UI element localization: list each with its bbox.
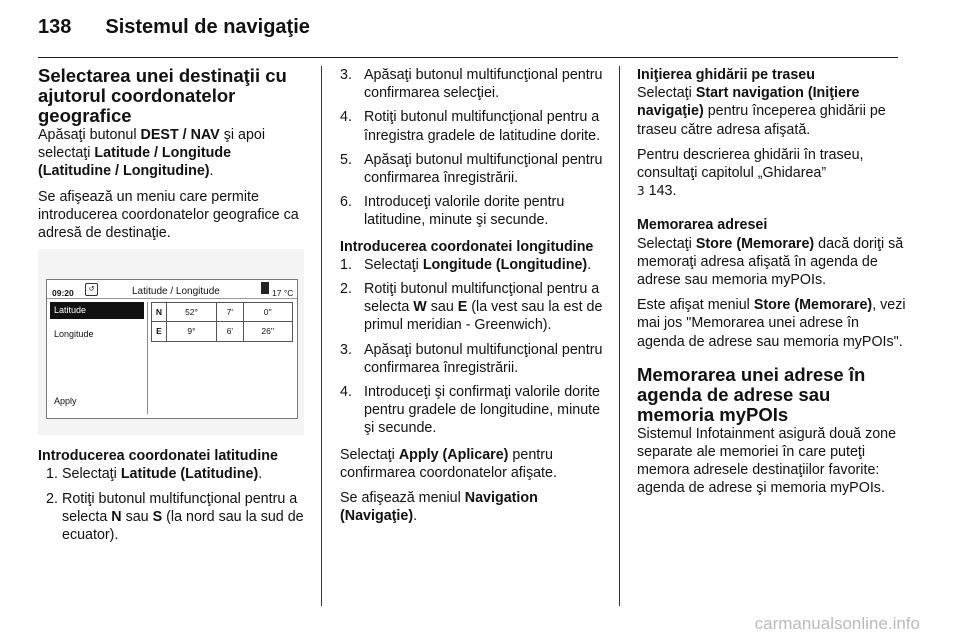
text: Rotiţi butonul multifuncţional pentru a selecta — [364, 281, 600, 316]
paragraph: Sistemul Infotainment asigură două zone separate ale memoriei în care puteţi memora adresele destinaţiilor favorite: agenda de adrese şi memoria myPOIs. — [637, 425, 897, 497]
text: pentru confirmarea coordonatelor afişate. — [340, 446, 557, 481]
subheading: Introducerea coordonatei longitudine — [340, 238, 594, 255]
text: Selectaţi — [340, 446, 399, 463]
thermometer-icon — [261, 282, 269, 294]
column-1 — [38, 66, 304, 552]
coord-min[interactable]: 6' — [217, 322, 244, 341]
page-number: 138 — [38, 16, 72, 38]
bold-text: W — [413, 299, 427, 316]
menu-item-apply[interactable]: Apply — [54, 396, 77, 407]
text: Selectaţi — [637, 85, 696, 102]
text: Rotiţi butonul multifuncţional pentru a selecta — [62, 490, 298, 525]
step-number: 5. — [340, 151, 352, 168]
text: (la vest sau la est de primul meridian - Greenwich). — [364, 299, 603, 334]
column-divider — [321, 66, 322, 606]
subheading: Iniţierea ghidării pe traseu — [637, 67, 815, 83]
step-number: 1. — [340, 256, 352, 273]
step-number: 3. — [340, 67, 352, 83]
bold-text: Apply (Aplicare) — [398, 446, 509, 463]
back-icon: ↺ — [85, 283, 98, 296]
coord-min[interactable]: 7' — [217, 303, 244, 322]
paragraph — [38, 126, 304, 181]
bold-text: Navigation (Navigaţie) — [340, 490, 538, 525]
text: . — [209, 163, 214, 180]
step-number: 2. — [46, 490, 58, 507]
list-item — [340, 193, 606, 229]
paragraph — [637, 296, 907, 351]
coord-sec[interactable]: 0'' — [243, 303, 292, 322]
section-heading: Memorarea unei adrese în agenda de adrese sau memoria myPOIs — [637, 363, 866, 425]
paragraph — [340, 489, 606, 525]
page-title: Sistemul de navigaţie — [105, 16, 310, 38]
text: Apăsaţi butonul multifuncţional pentru confirmarea înregistrării. — [364, 151, 603, 187]
paragraph — [637, 235, 907, 290]
text: . — [258, 466, 263, 483]
text: Selectaţi — [637, 235, 696, 252]
text: Este afişat meniul — [637, 297, 754, 314]
coord-deg[interactable]: 9° — [167, 322, 217, 341]
text: Introduceţi şi confirmaţi valorile dorite pentru gradele de longitudine, minute şi secunde. — [364, 384, 601, 437]
list-item — [340, 108, 606, 144]
step-list — [38, 465, 304, 544]
column-3 — [637, 66, 907, 505]
coord-deg[interactable]: 52° — [167, 303, 217, 322]
step-number: 4. — [340, 384, 352, 401]
list-item — [38, 465, 304, 483]
subheading: Memorarea adresei — [637, 217, 768, 234]
bold-text: Longitude (Longitudine) — [422, 256, 588, 273]
list-item — [38, 490, 304, 545]
text: Introduceţi valorile dorite pentru latitudine, minute şi secunde. — [364, 194, 565, 229]
header-rule — [38, 57, 898, 58]
text: Se afişează meniul — [340, 490, 465, 507]
text: dacă doriţi să memoraţi adresa afişată în agenda de adrese sau memoria myPOIs. — [637, 235, 904, 289]
text: sau — [121, 508, 153, 525]
text: . — [413, 508, 418, 525]
menu-item-latitude[interactable]: Latitude — [50, 302, 144, 319]
page-reference[interactable]: 143. — [644, 183, 677, 200]
bold-text: Start navigation (Iniţiere navigaţie) — [637, 85, 860, 120]
text: (la nord sau la sud de ecuator). — [62, 508, 304, 544]
step-number: 4. — [340, 109, 352, 126]
page-header — [38, 16, 310, 39]
text: Selectaţi — [364, 256, 423, 273]
list-item — [340, 280, 606, 335]
list-item — [340, 256, 606, 274]
table-row — [152, 303, 293, 322]
coord-dir[interactable]: N — [152, 303, 167, 322]
step-number: 3. — [340, 341, 352, 358]
list-item — [340, 66, 606, 102]
table-row — [152, 322, 293, 341]
coordinate-table — [151, 302, 293, 341]
step-list — [340, 66, 606, 230]
menu-item-longitude[interactable]: Longitude — [54, 329, 94, 340]
column-divider — [619, 66, 620, 606]
bold-text: Latitude / Longitude (Latitudine / Longitudine) — [38, 145, 232, 180]
text: Selectaţi — [62, 466, 121, 483]
screen-title: Latitude / Longitude — [132, 286, 220, 298]
text: Pentru descrierea ghidării în traseu, consultaţi capitolul „Ghidarea” — [637, 146, 864, 182]
column-2 — [340, 66, 606, 532]
paragraph — [637, 84, 907, 139]
screen-menu — [50, 302, 144, 414]
section-heading: Selectarea unei destinaţii cu ajutorul coordonatelor geografice — [38, 65, 287, 126]
list-item — [340, 383, 606, 438]
text: pentru începerea ghidării pe traseu către adresa afişată. — [637, 103, 886, 138]
screen-temperature: 17 °C — [272, 288, 294, 299]
text: Apăsaţi butonul — [38, 127, 141, 143]
page-reference-icon: 3 — [637, 184, 645, 199]
bold-text: Store (Memorare) — [695, 235, 815, 252]
step-list — [340, 256, 606, 438]
bold-text: S — [152, 508, 163, 525]
text: şi apoi selectaţi — [38, 127, 266, 162]
coord-sec[interactable]: 26'' — [243, 322, 292, 341]
screenshot-figure — [38, 249, 304, 435]
screen-top-bar — [47, 280, 297, 299]
display-screen — [46, 279, 298, 419]
text: Rotiţi butonul multifuncţional pentru a înregistra gradele de latitudine dorite. — [364, 109, 601, 144]
watermark: carmanualsonline.info — [754, 614, 920, 633]
screen-time: 09:20 — [52, 288, 74, 299]
text: . — [587, 256, 592, 273]
text: , vezi mai jos "Memorarea unei adrese în agenda de adrese sau memoria myPOIs". — [637, 297, 906, 350]
paragraph — [637, 146, 907, 201]
bold-text: Latitude (Latitudine) — [120, 466, 259, 483]
bold-text: Store (Memorare) — [753, 297, 873, 314]
paragraph: Se afişează un meniu care permite introducerea coordonatelor geografice ca adresă de destinaţie. — [38, 188, 299, 242]
bold-text: DEST / NAV — [140, 127, 220, 143]
paragraph — [340, 446, 606, 482]
step-number: 2. — [340, 281, 352, 298]
step-number: 1. — [46, 466, 58, 483]
step-number: 6. — [340, 194, 352, 211]
list-item — [340, 151, 606, 187]
list-item — [340, 341, 606, 377]
text: sau — [426, 299, 458, 316]
bold-text: N — [111, 508, 122, 525]
bold-text: E — [457, 299, 468, 316]
subheading: Introducerea coordonatei latitudine — [38, 448, 278, 465]
text: Apăsaţi butonul multifuncţional pentru confirmarea înregistrării. — [364, 341, 603, 376]
text: Apăsaţi butonul multifuncţional pentru confirmarea selecţiei. — [364, 67, 603, 102]
coord-dir[interactable]: E — [152, 322, 167, 341]
